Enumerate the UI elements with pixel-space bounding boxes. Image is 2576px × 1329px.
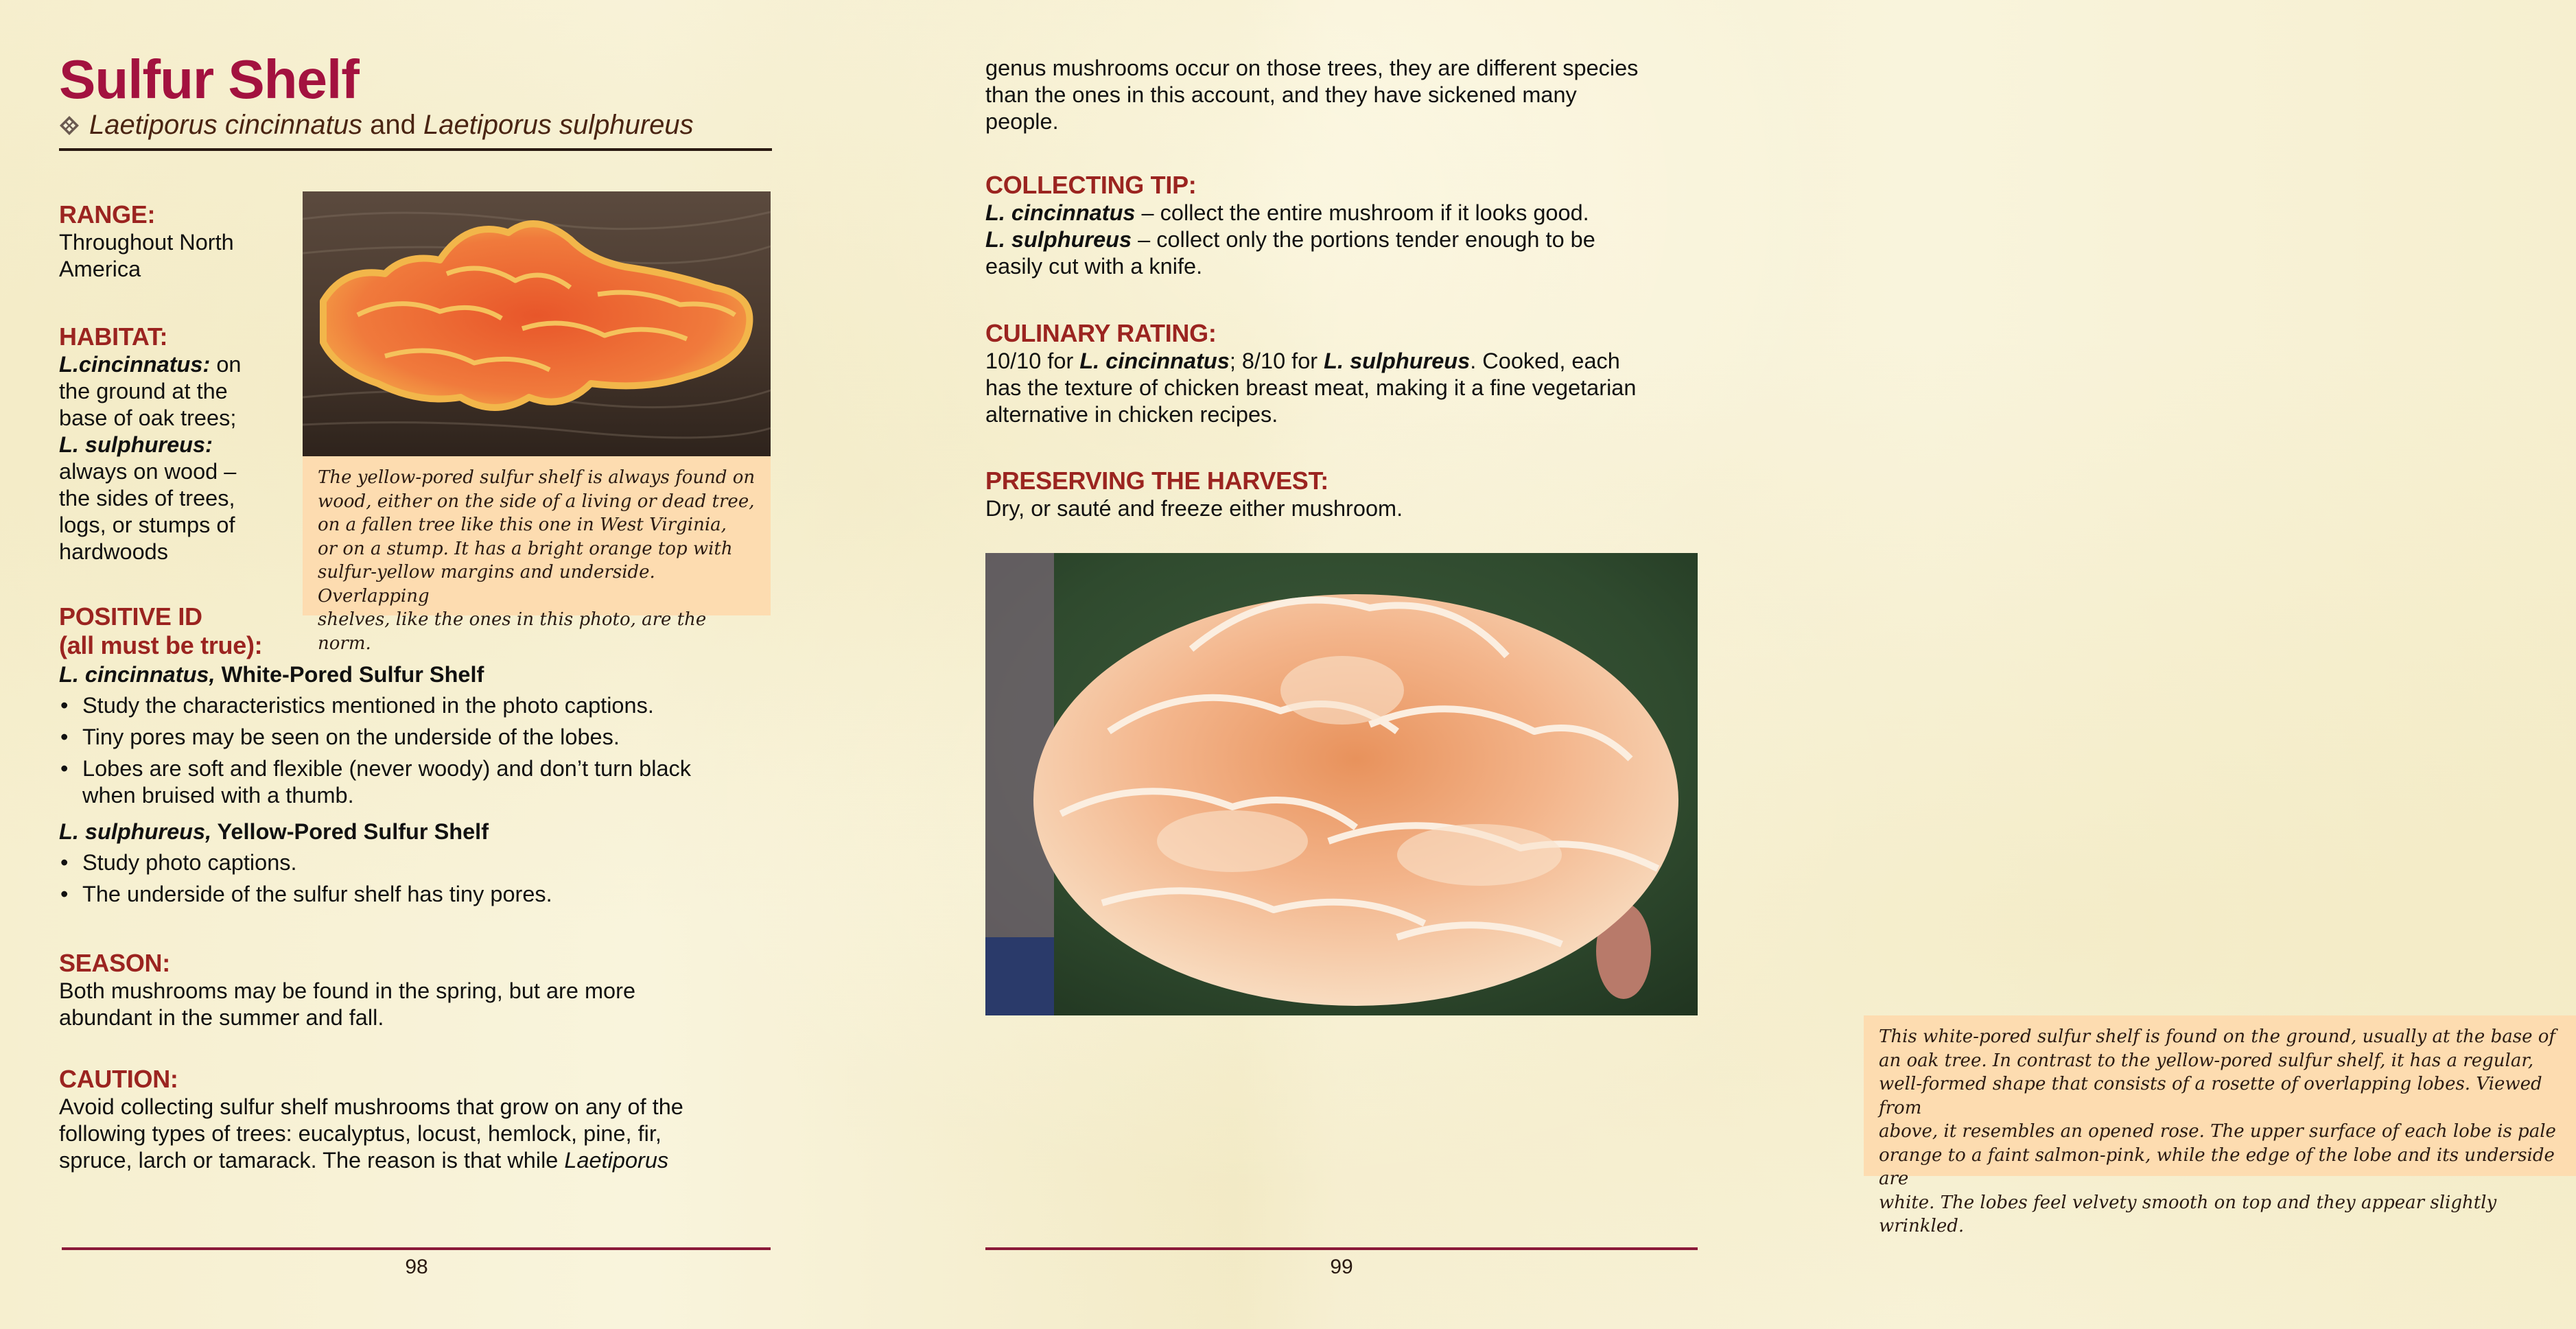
white-pored-sulfur-shelf-photo xyxy=(985,553,1698,1015)
tip-line: L. sulphureus – collect only the portions tender enough to be xyxy=(985,227,1595,252)
list-item: • Tiny pores may be seen on the underside of the lobes. xyxy=(59,724,773,751)
caution-line: people. xyxy=(985,109,1059,134)
caption-line: white. The lobes feel velvety smooth on top and they appear slightly wrinkled. xyxy=(1879,1192,2497,1236)
id-list-sulphureus xyxy=(59,849,773,908)
range-section xyxy=(59,200,292,283)
positive-id-subheading: (all must be true): xyxy=(59,631,263,659)
page-title: Sulfur Shelf xyxy=(59,49,359,110)
rating-line: has the texture of chicken breast meat, making it a fine vegetarian xyxy=(985,375,1637,400)
id-group-title: L. cincinnatus, White-Pored Sulfur Shelf xyxy=(59,662,484,687)
scientific-names xyxy=(59,110,772,141)
rating-line: alternative in chicken recipes. xyxy=(985,402,1278,427)
left-page xyxy=(0,0,878,1329)
preserving-text: Dry, or sauté and freeze either mushroom. xyxy=(985,496,1403,521)
right-page xyxy=(878,0,2556,1329)
species-name-2: Laetiporus sulphureus xyxy=(423,110,694,140)
caption-line: or on a stump. It has a bright orange top with xyxy=(318,538,733,559)
caution-line: spruce, larch or tamarack. The reason is that while Laetiporus xyxy=(59,1148,669,1173)
habitat-line: L.cincinnatus: on xyxy=(59,352,242,377)
range-heading: RANGE: xyxy=(59,200,156,228)
season-heading: SEASON: xyxy=(59,949,170,977)
culinary-rating-section xyxy=(985,319,1699,428)
caution-line: Avoid collecting sulfur shelf mushrooms that grow on any of the xyxy=(59,1094,683,1119)
title-divider xyxy=(59,148,772,151)
habitat-line: always on wood – xyxy=(59,459,237,484)
habitat-section xyxy=(59,322,299,565)
list-item: • Study the characteristics mentioned in the photo captions. xyxy=(59,692,773,719)
caption-line: above, it resembles an opened rose. The upper surface of each lobe is pale xyxy=(1879,1121,2556,1142)
positive-id-heading: POSITIVE ID xyxy=(59,602,202,631)
page-number: 99 xyxy=(1330,1256,1353,1278)
species-name-1: Laetiporus cincinnatus xyxy=(89,110,363,140)
caution-section xyxy=(59,1065,773,1174)
conjunction: and xyxy=(370,110,416,140)
footer-rule-right xyxy=(985,1247,1698,1250)
preserving-section xyxy=(985,467,1699,522)
mushroom-rosette-image xyxy=(985,553,1698,1015)
caution-line: following types of trees: eucalyptus, locust, hemlock, pine, fir, xyxy=(59,1121,661,1146)
caption-line: The yellow-pored sulfur shelf is always found on xyxy=(318,467,756,488)
list-item: • Lobes are soft and flexible (never woody) and don’t turn black when bruised with a thumb. xyxy=(59,755,741,809)
season-line: Both mushrooms may be found in the spring, but are more xyxy=(59,978,636,1003)
caption-line: This white-pored sulfur shelf is found on the ground, usually at the base of xyxy=(1879,1026,2555,1047)
collecting-tip-heading: COLLECTING TIP: xyxy=(985,171,1197,199)
tip-line: L. cincinnatus – collect the entire mushroom if it looks good. xyxy=(985,200,1589,225)
id-group-title: L. sulphureus, Yellow-Pored Sulfur Shelf xyxy=(59,819,489,844)
photo-1-caption xyxy=(303,456,771,654)
habitat-line: the ground at the xyxy=(59,379,228,403)
habitat-species-label: L.cincinnatus: xyxy=(59,352,211,377)
habitat-line: base of oak trees; xyxy=(59,405,237,430)
caption-line: an oak tree. In contrast to the yellow-pored sulfur shelf, it has a regular, xyxy=(1879,1050,2534,1071)
caption-line: orange to a faint salmon-pink, while the edge of the lobe and its underside are xyxy=(1879,1144,2555,1189)
caution-continued xyxy=(985,55,1699,135)
positive-id-section xyxy=(59,602,773,913)
list-item: • The underside of the sulfur shelf has tiny pores. xyxy=(59,881,773,908)
habitat-species-label: L. sulphureus: xyxy=(59,432,213,457)
preserving-heading: PRESERVING THE HARVEST: xyxy=(985,467,1328,495)
diamond-ornament-icon xyxy=(59,115,80,136)
yellow-pored-sulfur-shelf-photo xyxy=(303,191,771,456)
id-list-cincinnatus xyxy=(59,692,773,809)
culinary-rating-heading: CULINARY RATING: xyxy=(985,319,1217,347)
page-number: 98 xyxy=(405,1256,428,1278)
season-line: abundant in the summer and fall. xyxy=(59,1005,384,1030)
caution-heading: CAUTION: xyxy=(59,1065,178,1093)
tip-line: easily cut with a knife. xyxy=(985,254,1203,279)
photo-2-caption xyxy=(1864,1015,2576,1236)
caption-line: shelves, like the ones in this photo, are the norm. xyxy=(318,609,707,654)
caution-line: genus mushrooms occur on those trees, they are different species xyxy=(985,56,1639,80)
caution-line: than the ones in this account, and they have sickened many xyxy=(985,82,1577,107)
habitat-line xyxy=(59,432,299,458)
collecting-tip-section xyxy=(985,171,1699,280)
caption-line: sulfur-yellow margins and underside. Overlapping xyxy=(318,562,655,607)
caption-line: on a fallen tree like this one in West Virginia, xyxy=(318,515,727,535)
caption-line: wood, either on the side of a living or dead tree, xyxy=(318,491,755,512)
habitat-line: logs, or stumps of xyxy=(59,513,235,537)
range-line: America xyxy=(59,257,141,281)
habitat-heading: HABITAT: xyxy=(59,322,168,351)
habitat-line: hardwoods xyxy=(59,539,168,564)
range-line: Throughout North xyxy=(59,230,234,255)
footer-rule-left xyxy=(62,1247,771,1250)
caption-line: well-formed shape that consists of a rosette of overlapping lobes. Viewed from xyxy=(1879,1074,2542,1118)
rating-line: 10/10 for L. cincinnatus; 8/10 for L. sulphureus. Cooked, each xyxy=(985,349,1620,373)
mushroom-on-log-image xyxy=(303,191,771,456)
habitat-line: the sides of trees, xyxy=(59,486,235,510)
season-section xyxy=(59,949,773,1031)
list-item: • Study photo captions. xyxy=(59,849,773,876)
